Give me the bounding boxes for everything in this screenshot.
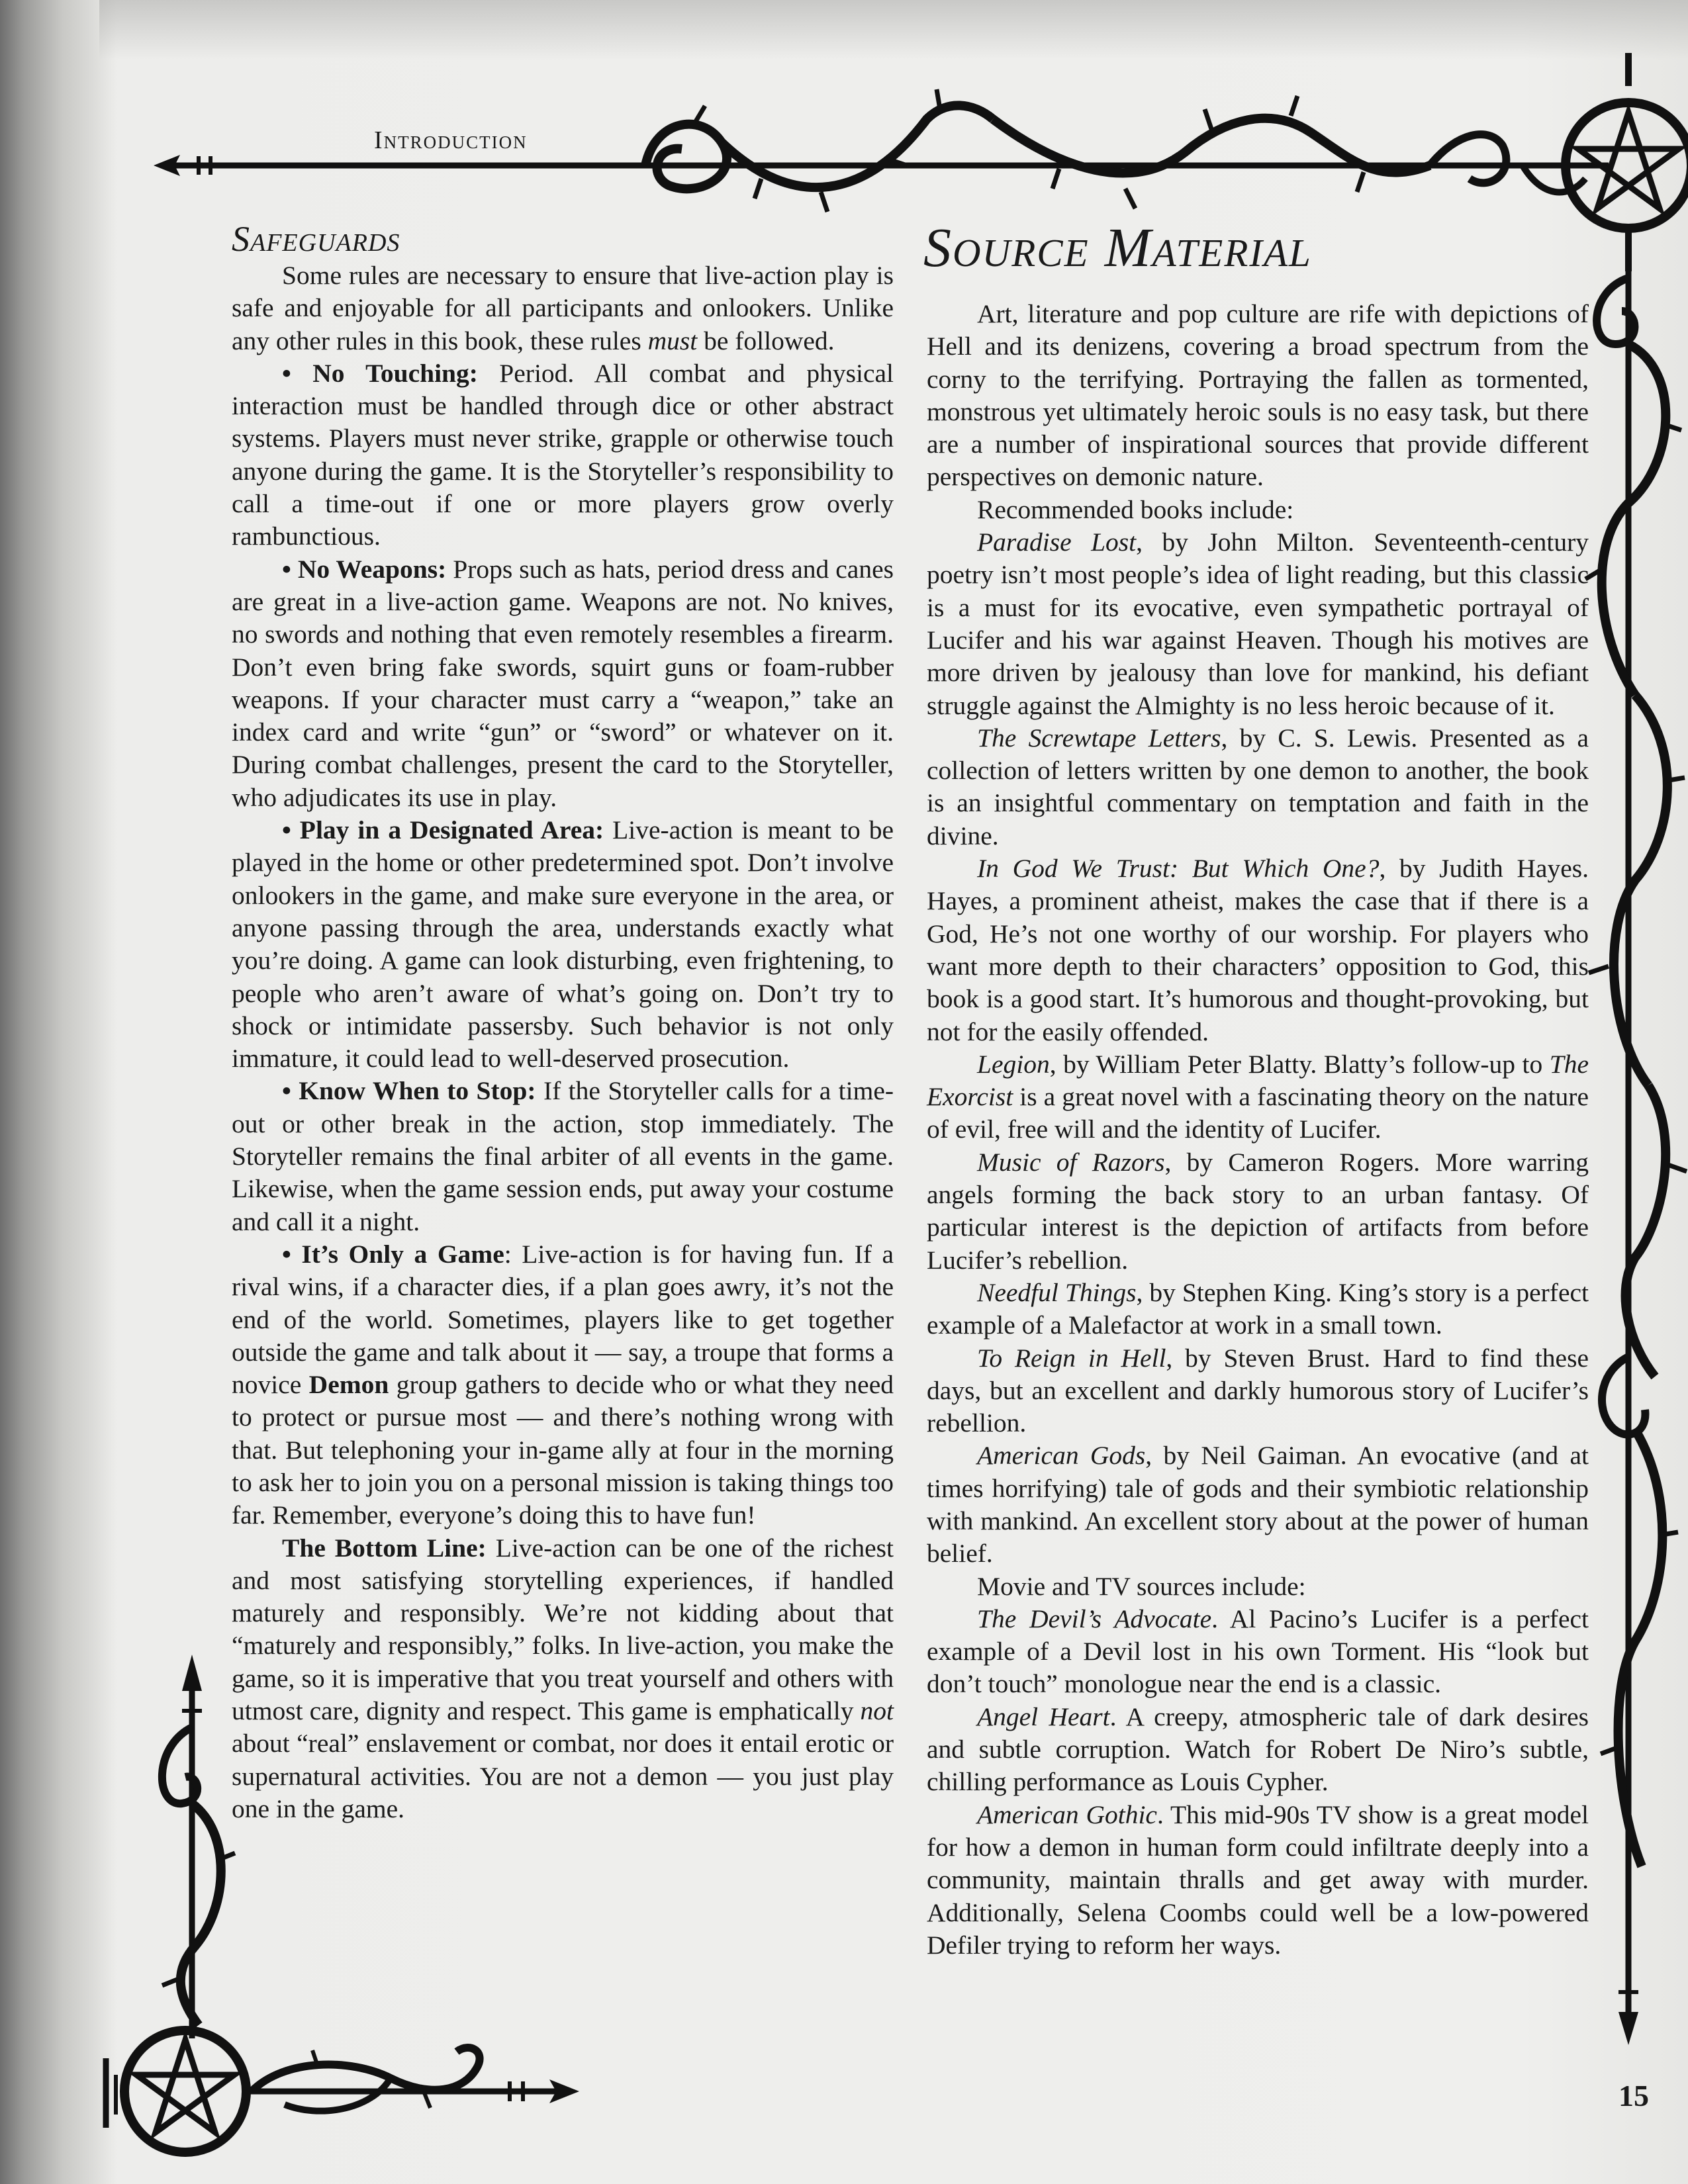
rule-text: Live-action is meant to be played in the home or other predetermined spot. Don’t involve onlookers in the game, and make sure everyone in the area, or anyone passing through the area, understands exactly what you’re doing. A game can look disturbing, even frightening, to people who aren’t aware of what’s going on. Don’t try to shock or intimidate passersby. Such behavior is not only immature, it could lead to well-deserved prosecution. [232,815,894,1073]
book-entry [927,1439,1589,1570]
book-entry [927,1048,1589,1146]
bottom-line-paragraph [232,1532,894,1826]
book-description: , by William Peter Blatty. Blatty’s follow-up to [1049,1049,1550,1079]
movie-description: . A creepy, atmospheric tale of dark desires and subtle corruption. Watch for Robert De Niro’s subtle, chilling performance as Louis Cypher. [927,1702,1589,1797]
rule-label: • No Touching: [282,358,478,388]
top-rule [154,89,1609,212]
book-entry [927,722,1589,852]
rule-label: • It’s Only a Game [282,1239,504,1269]
movie-entry [927,1603,1589,1701]
rule-text: Period. All combat and physical interaction must be handled through dice or other abstract systems. Players must never strike, grapple or otherwise touch anyone during the game. It is the Storyteller’s responsibility to call a time-out if one or more players grow overly rambunctious. [232,358,894,551]
source-intro: Art, literature and pop culture are rife with depictions of Hell and its denizens, covering a broad spectrum from the corny to the terrifying. Portraying the fallen as tormented, monstrous yet ultimately heroic souls is no easy task, but there are a number of inspirational sources that provide different perspectives on demonic nature. [927,299,1589,492]
bottom-line-text: Live-action can be one of the richest and most satisfying storytelling experiences, if handled maturely and responsibly. We’re not kidding about that “maturely and responsibly,” folks. In live-action, you make the game, so it is imperative that you treat yourself and others with utmost care, dignity and respect. This game is emphatically [232,1533,894,1726]
movie-description: . This mid-90s TV show is a great model for how a demon in human form could infiltrate deeply into a community, maintain thralls and get away with murder. Additionally, Selena Coombs could well be a low-powered Defiler trying to reform her ways. [927,1799,1589,1960]
book-title: In God We Trust: But Which One? [977,854,1380,884]
rule-label: • Know When to Stop: [282,1076,536,1106]
book-title: To Reign in Hell [977,1343,1166,1373]
right-column [923,217,1589,1962]
rule-item-only-game [232,1238,894,1532]
book-description: , by John Milton. Seventeenth-century poetry isn’t most people’s idea of light reading, but this classic is a must for its evocative, even sympathetic portrayal of Lucifer and his war against Heaven. Though his motives are more driven by jealousy than love for mankind, his defiant struggle against the Almighty is no less heroic because of it. [927,527,1589,720]
books-label: Recommended books include: [977,494,1294,524]
rule-label: • No Weapons: [282,554,447,584]
right-vertical-staff [1585,265,1687,2045]
book-title: The Screwtape Letters [977,723,1221,752]
book-description: , by C. S. Lewis. Presented as a collection of letters written by one demon to another, the book is an insightful commentary on temptation and faith in the divine. [927,723,1589,850]
safeguards-intro [232,259,894,357]
left-column [232,218,894,1825]
rule-item [232,357,894,553]
rule-label: • Play in a Designated Area: [282,815,604,845]
book-entry [927,1146,1589,1277]
running-head: Introduction [374,126,528,154]
bottom-rule [245,2048,579,2111]
book-entry [927,852,1589,1048]
bottom-line-text-end: about “real” enslavement or combat, nor does it entail erotic or supernatural activities. You are not a demon — you just play one in the game. [232,1729,894,1823]
page-number: 15 [1618,2079,1649,2113]
book-entry [927,1342,1589,1440]
book-title: Music of Razors [977,1147,1165,1177]
rule-text: Props such as hats, period dress and canes are great in a live-action game. Weapons are not. No knives, no swords and nothing that even remotely resembles a firearm. Don’t even bring fake swords, squirt guns or foam-rubber weapons. If your character must carry a “weapon,” take an index card and write “gun” or “sword” or whatever on it. During combat challenges, present the card to the Storyteller, who adjudicates its use in play. [232,554,894,812]
bottom-line-label: The Bottom Line: [282,1533,487,1563]
movies-label: Movie and TV sources include: [977,1571,1306,1601]
book-title: Needful Things [977,1277,1137,1307]
rule-text: : Live-action is for having fun. If a rival wins, if a character dies, if a plan goes awry, it’s not the end of the world. Sometimes, players like to get together outside the game and talk about it — say, a troupe that forms a novice [232,1239,894,1400]
book-title: American Gods [977,1441,1146,1471]
book-description: , by Judith Hayes. Hayes, a prominent atheist, makes the case that if there is a God, He’s not one worthy of our worship. For players who want more depth to their characters’ opposition to God, this book is a good start. It’s humorous and thought-provoking, but not for the easily offended. [927,854,1589,1046]
section-heading-source-material: Source Material [923,217,1312,279]
book-entry [927,1277,1589,1342]
demon-title: Demon [308,1370,389,1400]
rule-text-end: group gathers to decide who or what they need to protect or pursue most — and there’s nothing wrong with that. But telephoning your in-game ally at four in the morning to ask her to join you on a personal mission is taking things too far. Remember, everyone’s doing this to have fun! [232,1370,894,1530]
book-description-end: is a great novel with a fascinating theory on the nature of evil, free will and the identity of Lucifer. [927,1082,1589,1144]
rule-text: If the Storyteller calls for a time-out or other break in the action, stop immediately. The Storyteller remains the final arbiter of all events in the game. Likewise, when the game session ends, put away your costume and call it a night. [232,1076,894,1236]
intro-text: Some rules are necessary to ensure that live-action play is safe and enjoyable for all participants and onlookers. Unlike any other rules in this book, these rules [232,261,894,355]
left-vertical-staff [162,1655,235,2038]
movie-title: Angel Heart [977,1702,1110,1731]
section-heading-safeguards: Safeguards [232,219,400,259]
intro-text-end: be followed. [697,326,835,355]
book-entry [927,526,1589,722]
movie-title: The Devil’s Advocate [977,1604,1212,1633]
book-description: , by Stephen King. King’s story is a perfect example of a Malefactor at work in a small town. [927,1277,1589,1340]
book-description: , by Neil Gaiman. An evocative (and at times horrifying) tale of gods and their symbiotic relationship with mankind. An excellent story about at the power of human belief. [927,1441,1589,1569]
book-description: , by Steven Brust. Hard to find these days, but an excellent and darkly humorous story of Lucifer’s rebellion. [927,1343,1589,1438]
movie-entry [927,1799,1589,1962]
rule-item [232,1075,894,1238]
rule-item [232,814,894,1075]
movie-entry [927,1701,1589,1799]
book-title-secondary: The Exorcist [927,1049,1589,1112]
pentagram-bottom-left [106,2030,246,2152]
bottom-line-emphasis: not [860,1696,894,1726]
book-title: Legion [977,1049,1050,1079]
intro-emphasis: must [647,326,698,355]
book-title: Paradise Lost [977,527,1137,557]
book-description: , by Cameron Rogers. More warring angels forming the back story to an urban fantasy. Of particular interest is the depiction of artifacts from before Lucifer’s rebellion. [927,1147,1589,1275]
rule-item [232,553,894,814]
movie-description: . Al Pacino’s Lucifer is a perfect example of a Devil lost in his own Torment. His “look but don’t touch” monologue near the end is a classic. [927,1604,1589,1699]
movie-title: American Gothic [977,1799,1157,1829]
